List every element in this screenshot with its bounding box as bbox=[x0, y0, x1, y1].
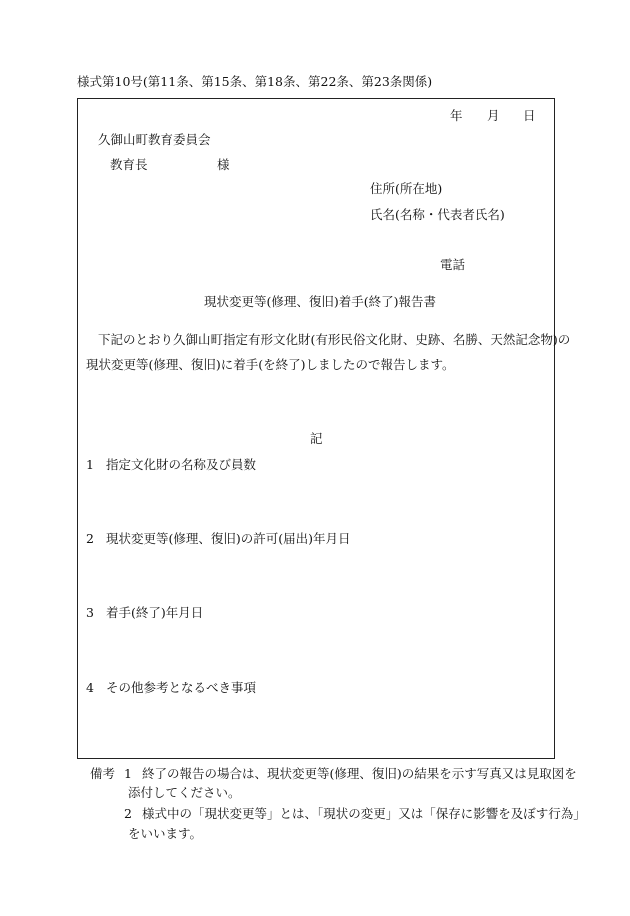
document-body-line1: 下記のとおり久御山町指定有形文化財(有形民俗文化財、史跡、名勝、天然記念物)の bbox=[98, 332, 571, 347]
note-1-line1: 終了の報告の場合は、現状変更等(修理、復旧)の結果を示す写真又は見取図を bbox=[142, 766, 577, 781]
item-number: 4 bbox=[86, 680, 94, 695]
note-1-number: 1 bbox=[124, 766, 132, 781]
item-label: 指定文化財の名称及び員数 bbox=[105, 457, 256, 472]
item-label: 現状変更等(修理、復旧)の許可(届出)年月日 bbox=[105, 531, 351, 546]
applicant-address-label: 住所(所在地) bbox=[370, 181, 443, 196]
note-1-line2: 添付してください。 bbox=[128, 785, 241, 800]
ki-marker: 記 bbox=[310, 431, 323, 446]
applicant-phone-label: 電話 bbox=[440, 257, 466, 272]
item-3 bbox=[86, 607, 203, 620]
note-2-line2: をいいます。 bbox=[128, 826, 203, 841]
item-1 bbox=[86, 459, 256, 472]
addressee-title: 教育長 bbox=[110, 157, 148, 172]
date-month: 月 bbox=[487, 108, 500, 123]
item-4 bbox=[86, 682, 256, 695]
item-number: 2 bbox=[86, 531, 94, 546]
item-number: 3 bbox=[86, 605, 94, 620]
item-number: 1 bbox=[86, 457, 94, 472]
addressee-honorific: 様 bbox=[217, 157, 230, 172]
addressee-organization: 久御山町教育委員会 bbox=[98, 132, 211, 147]
note-2-number: 2 bbox=[124, 806, 132, 821]
note-2-line1: 様式中の「現状変更等」とは、「現状の変更」又は「保存に影響を及ぼす行為」 bbox=[142, 806, 586, 821]
document-title: 現状変更等(修理、復旧)着手(終了)報告書 bbox=[204, 294, 437, 309]
document-body-line2: 現状変更等(修理、復旧)に着手(を終了)しましたので報告します。 bbox=[86, 357, 455, 372]
date-day: 日 bbox=[523, 108, 536, 123]
applicant-name-label: 氏名(名称・代表者氏名) bbox=[370, 207, 505, 222]
item-label: 着手(終了)年月日 bbox=[105, 605, 204, 620]
item-label: その他参考となるべき事項 bbox=[105, 680, 256, 695]
item-2 bbox=[86, 533, 350, 546]
date-year: 年 bbox=[450, 108, 463, 123]
form-number: 様式第10号(第11条、第15条、第18条、第22条、第23条関係) bbox=[77, 74, 433, 89]
form-frame bbox=[77, 98, 555, 759]
notes-heading: 備考 bbox=[90, 766, 116, 781]
